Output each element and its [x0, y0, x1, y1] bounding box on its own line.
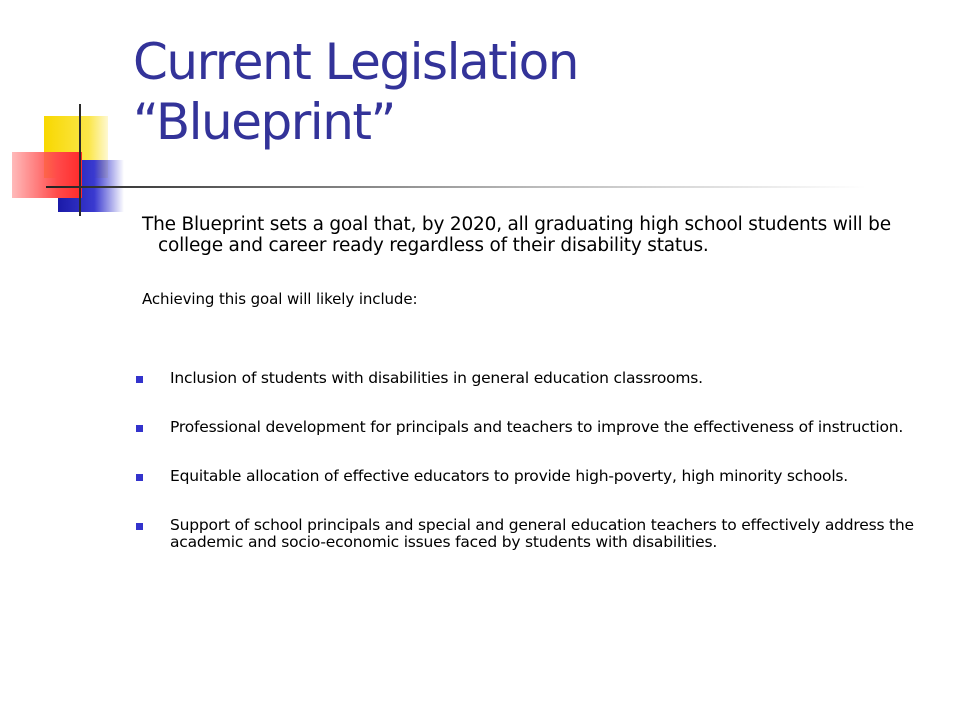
bullet-square-icon	[136, 474, 143, 481]
bullet-square-icon	[136, 376, 143, 383]
bullet-text: Inclusion of students with disabilities in general education classrooms.	[170, 369, 703, 387]
bullet-item	[132, 419, 932, 436]
slide-body	[142, 214, 932, 308]
bullet-square-icon	[136, 425, 143, 432]
bullet-item	[132, 468, 932, 485]
decorative-red-square	[12, 152, 82, 198]
bullet-text: Support of school principals and special and general education teachers to effectively address the academic and socio-economic issues faced by students with disabilities.	[170, 516, 914, 551]
bullet-item	[132, 517, 932, 551]
title-line-2: “Blueprint”	[133, 93, 395, 151]
bullet-list	[132, 370, 932, 583]
title-line-1: Current Legislation	[133, 33, 578, 91]
title-underline	[46, 186, 866, 188]
bullet-text: Equitable allocation of effective educators to provide high-poverty, high minority schools.	[170, 467, 849, 485]
intro-paragraph: The Blueprint sets a goal that, by 2020, all graduating high school students will be college and career ready regardless of their disability status.	[142, 214, 891, 256]
decorative-vertical-line	[79, 104, 81, 216]
bullet-item	[132, 370, 932, 387]
bullet-square-icon	[136, 523, 143, 530]
bullet-text: Professional development for principals and teachers to improve the effectiveness of instruction.	[170, 418, 904, 436]
subheading: Achieving this goal will likely include:	[142, 290, 418, 308]
slide-title	[133, 32, 933, 152]
